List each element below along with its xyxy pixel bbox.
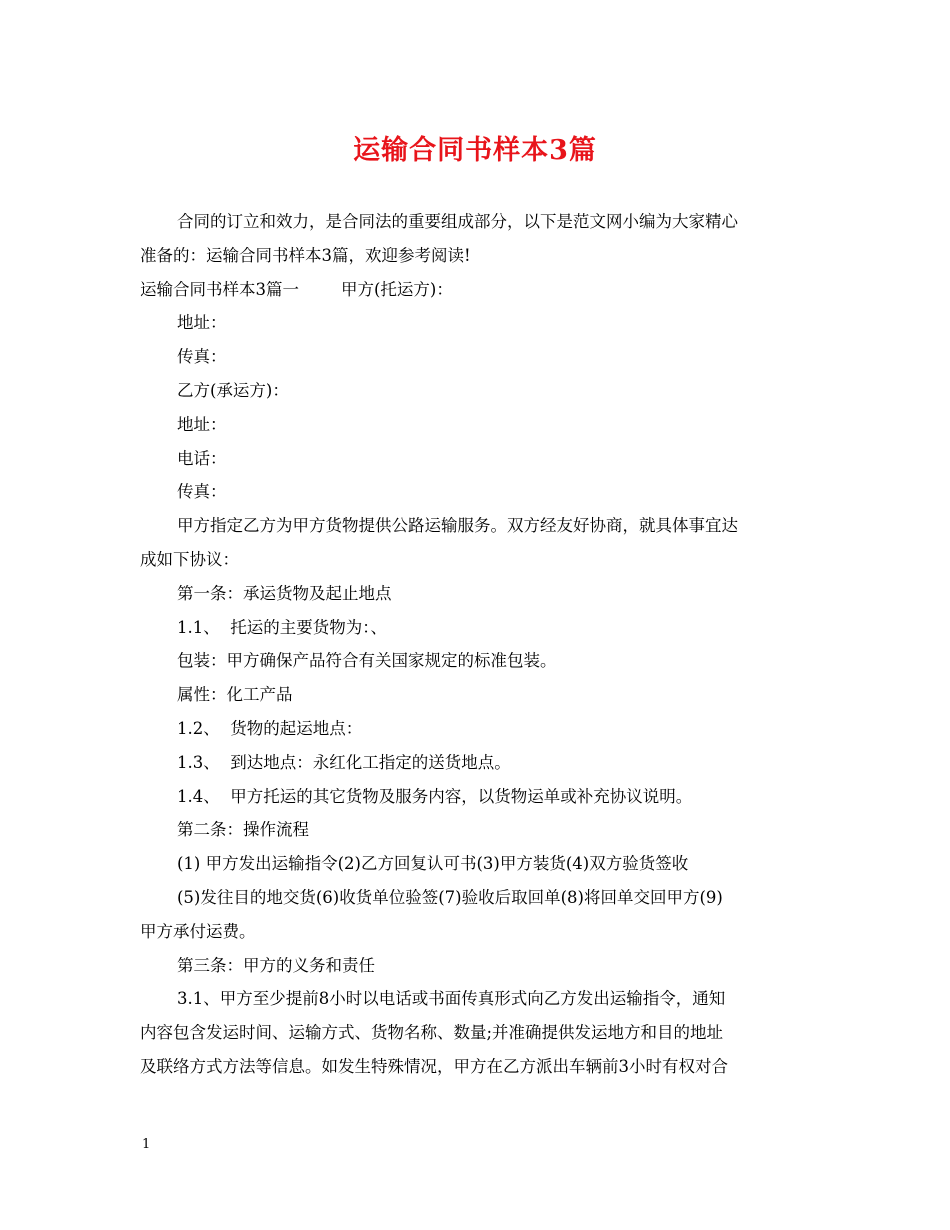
paragraph-line: 1.1、 托运的主要货物为：、 <box>177 617 387 637</box>
paragraph-line: 甲方承付运费。 <box>140 921 256 941</box>
paragraph-line: 及联络方式方法等信息。如发生特殊情况，甲方在乙方派出车辆前3小时有权对合 <box>140 1056 728 1076</box>
paragraph-line: 电话： <box>177 448 227 468</box>
paragraph-line: 1.4、 甲方托运的其它货物及服务内容，以货物运单或补充协议说明。 <box>177 786 693 806</box>
paragraph-line: 传真： <box>177 347 227 367</box>
paragraph-line: 甲方指定乙方为甲方货物提供公路运输服务。双方经友好协商，就具体事宜达 <box>177 516 738 536</box>
paragraph-line: 合同的订立和效力，是合同法的重要组成部分，以下是范文网小编为大家精心 <box>177 212 738 231</box>
paragraph-line: (5)发往目的地交货(6)收货单位验签(7)验收后取回单(8)将回单交回甲方(9) <box>177 887 723 907</box>
page-number: 1 <box>142 1137 151 1152</box>
paragraph-line: 3.1、甲方至少提前8小时以电话或书面传真形式向乙方发出运输指令，通知 <box>177 989 726 1009</box>
paragraph-line: 成如下协议： <box>140 549 239 569</box>
paragraph-line: 地址： <box>177 414 227 434</box>
paragraph-line: 内容包含发运时间、运输方式、货物名称、数量;并准确提供发运地方和目的地址 <box>140 1023 724 1043</box>
paragraph-line: 地址： <box>177 313 227 333</box>
party-a-label: 甲方(托运方)： <box>341 279 453 299</box>
paragraph-line: 1.2、 货物的起运地点： <box>177 718 363 738</box>
paragraph-line: 属性：化工产品 <box>177 685 293 705</box>
document-title: 运输合同书样本3篇 <box>353 135 597 166</box>
section-heading: 运输合同书样本3篇一 <box>140 279 299 299</box>
paragraph-line: 第一条：承运货物及起止地点 <box>177 583 392 603</box>
paragraph-line: 第三条：甲方的义务和责任 <box>177 955 375 975</box>
paragraph-line: 准备的：运输合同书样本3篇，欢迎参考阅读! <box>140 245 471 265</box>
paragraph-line: 1.3、 到达地点：永红化工指定的送货地点。 <box>177 752 511 772</box>
section-heading-line <box>140 273 812 307</box>
paragraph-line: 乙方(承运方)： <box>177 380 289 400</box>
paragraph-line: (1) 甲方发出运输指令(2)乙方回复认可书(3)甲方装货(4)双方验货签收 <box>177 854 689 874</box>
paragraph-line: 包装：甲方确保产品符合有关国家规定的标准包装。 <box>177 651 557 671</box>
paragraph-line: 第二条：操作流程 <box>177 820 309 840</box>
paragraph-line: 传真： <box>177 482 227 502</box>
document-body <box>140 205 812 1084</box>
